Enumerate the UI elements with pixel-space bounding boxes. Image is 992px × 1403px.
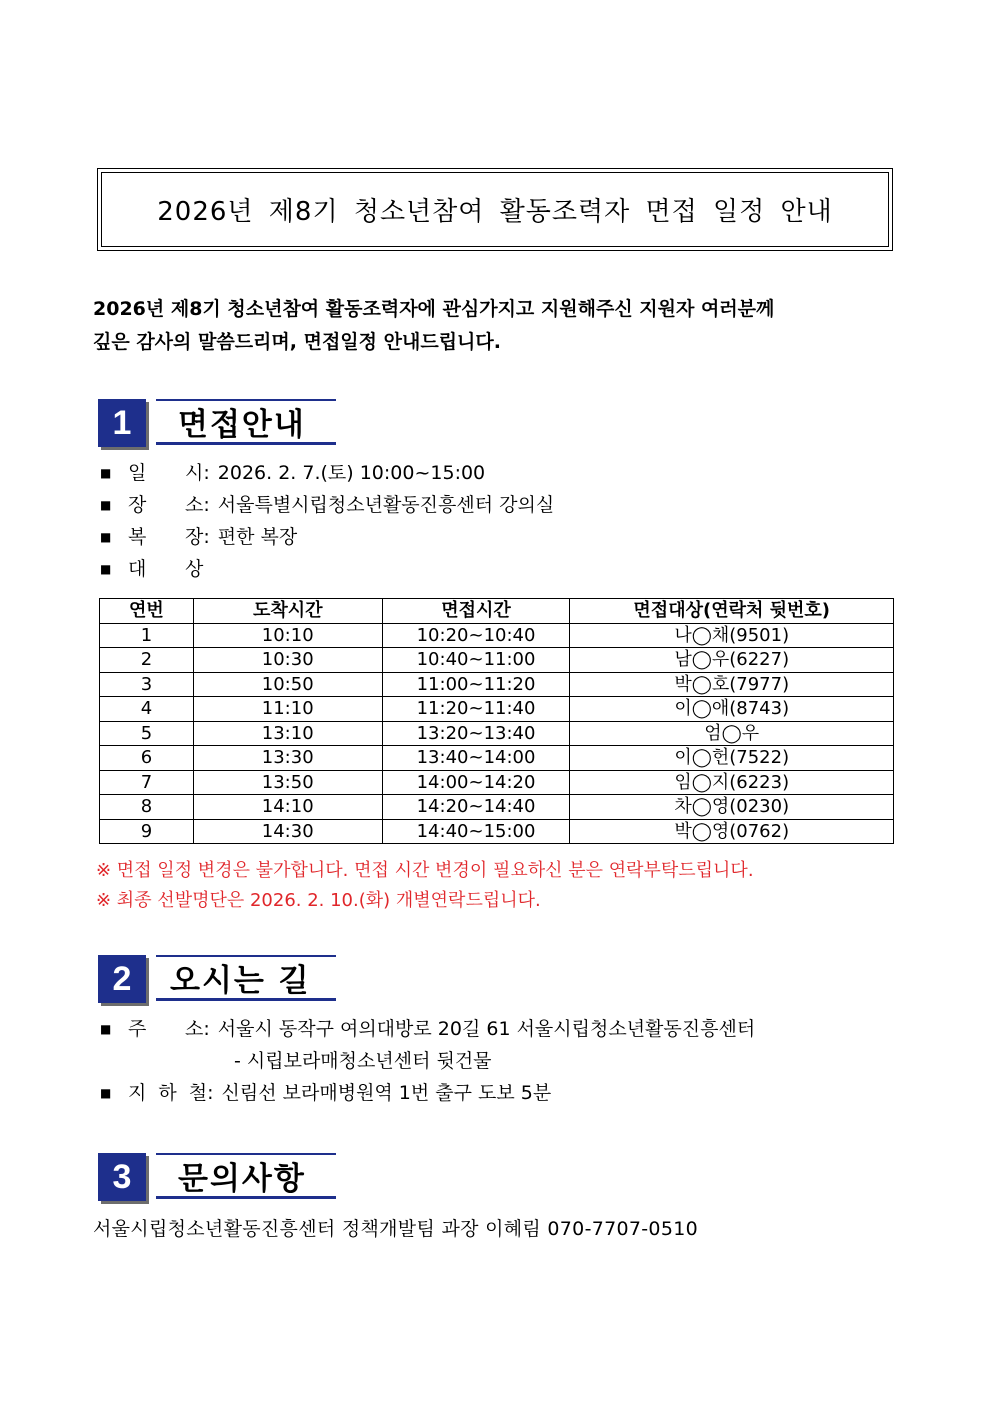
table-cell: 14:40~15:00	[382, 819, 570, 844]
address-label-b: 소	[185, 1018, 204, 1040]
table-row	[100, 770, 894, 795]
table-cell: 차◯영(0230)	[570, 795, 894, 820]
info-value: 편한 복장	[217, 526, 298, 548]
bullet-icon: ■	[100, 1022, 112, 1036]
table-cell: 이◯헌(7522)	[570, 746, 894, 771]
table-row	[100, 672, 894, 697]
intro-line-2: 깊은 감사의 말씀드리며, 면접일정 안내드립니다.	[93, 331, 501, 353]
table-cell: 9	[100, 819, 194, 844]
table-cell: 나◯채(9501)	[570, 623, 894, 648]
section-3-heading	[98, 1153, 338, 1205]
address-label-a: 주	[128, 1018, 147, 1040]
table-cell: 박◯호(7977)	[570, 672, 894, 697]
table-row	[100, 795, 894, 820]
address-sub-item	[100, 1045, 755, 1077]
column-header: 면접시간	[382, 599, 570, 624]
table-cell: 11:00~11:20	[382, 672, 570, 697]
info-item-target	[100, 553, 554, 585]
column-header: 도착시간	[193, 599, 382, 624]
bullet-icon: ■	[100, 466, 112, 480]
table-cell: 11:10	[193, 697, 382, 722]
info-label-b: 상	[185, 558, 204, 580]
info-label-b: 소	[185, 494, 204, 516]
address-sub-value: - 시립보라매청소년센터 뒷건물	[234, 1050, 492, 1072]
table-cell: 14:30	[193, 819, 382, 844]
table-cell: 13:30	[193, 746, 382, 771]
column-header: 면접대상(연락처 뒷번호)	[570, 599, 894, 624]
section-2-title: 오시는 길	[156, 955, 336, 1001]
table-cell: 13:40~14:00	[382, 746, 570, 771]
intro-text	[93, 293, 898, 359]
info-label-a: 일	[128, 462, 147, 484]
table-cell: 13:20~13:40	[382, 721, 570, 746]
section-1-title: 면접안내	[156, 399, 336, 445]
address-item: ■ 주 소 : 서울시 동작구 여의대방로 20길 61 서울시립청소년활동진흥센터	[100, 1013, 755, 1045]
info-label-a: 복	[128, 526, 147, 548]
table-cell: 7	[100, 770, 194, 795]
table-cell: 4	[100, 697, 194, 722]
table-cell: 임◯지(6223)	[570, 770, 894, 795]
subway-value: 신림선 보라매병원역 1번 출구 도보 5분	[221, 1082, 552, 1104]
table-row	[100, 746, 894, 771]
intro-line-1: 2026년 제8기 청소년참여 활동조력자에 관심가지고 지원해주신 지원자 여러분께	[93, 298, 775, 320]
table-row	[100, 623, 894, 648]
table-cell: 14:20~14:40	[382, 795, 570, 820]
table-cell: 10:50	[193, 672, 382, 697]
section-2-number: 2	[98, 955, 146, 1003]
table-cell: 2	[100, 648, 194, 673]
info-label-a: 대	[128, 558, 147, 580]
title-box	[97, 168, 893, 251]
bullet-icon: ■	[100, 1086, 112, 1100]
bullet-icon: ■	[100, 498, 112, 512]
column-header: 연번	[100, 599, 194, 624]
section-1-number: 1	[98, 399, 146, 447]
info-item-dress: ■ 복 장 : 편한 복장	[100, 521, 554, 553]
table-cell: 박◯영(0762)	[570, 819, 894, 844]
table-cell: 14:10	[193, 795, 382, 820]
table-cell: 10:30	[193, 648, 382, 673]
page-title: 2026년 제8기 청소년참여 활동조력자 면접 일정 안내	[101, 172, 889, 247]
notes	[96, 856, 754, 916]
contact-info: 서울시립청소년활동진흥센터 정책개발팀 과장 이혜림 070-7707-0510	[93, 1218, 698, 1240]
subway-item	[100, 1077, 755, 1109]
address-value: 서울시 동작구 여의대방로 20길 61 서울시립청소년활동진흥센터	[217, 1018, 756, 1040]
table-cell: 10:40~11:00	[382, 648, 570, 673]
table-row	[100, 648, 894, 673]
interview-info-list	[100, 457, 554, 585]
table-cell: 8	[100, 795, 194, 820]
table-row	[100, 721, 894, 746]
table-cell: 1	[100, 623, 194, 648]
info-label-b: 시	[185, 462, 204, 484]
table-cell: 6	[100, 746, 194, 771]
section-3-number: 3	[98, 1153, 146, 1201]
info-item-date: ■ 일 시 : 2026. 2. 7.(토) 10:00~15:00	[100, 457, 554, 489]
table-header-row	[100, 599, 894, 624]
table-row	[100, 697, 894, 722]
info-label-b: 장	[185, 526, 204, 548]
table-cell: 남◯우(6227)	[570, 648, 894, 673]
table-cell: 10:10	[193, 623, 382, 648]
table-cell: 11:20~11:40	[382, 697, 570, 722]
bullet-icon: ■	[100, 562, 112, 576]
table-cell: 이◯애(8743)	[570, 697, 894, 722]
info-value: 2026. 2. 7.(토) 10:00~15:00	[217, 462, 486, 484]
table-cell: 3	[100, 672, 194, 697]
section-1-heading	[98, 399, 338, 451]
table-cell: 엄◯우	[570, 721, 894, 746]
table-cell: 14:00~14:20	[382, 770, 570, 795]
table-cell: 10:20~10:40	[382, 623, 570, 648]
table-cell: 13:50	[193, 770, 382, 795]
table-cell: 5	[100, 721, 194, 746]
info-item-place: ■ 장 소 : 서울특별시립청소년활동진흥센터 강의실	[100, 489, 554, 521]
note-schedule-change: ※ 면접 일정 변경은 불가합니다. 면접 시간 변경이 필요하신 분은 연락부탁드립니다.	[96, 860, 754, 881]
section-3-title: 문의사항	[156, 1153, 336, 1199]
note-final-list: ※ 최종 선발명단은 2026. 2. 10.(화) 개별연락드립니다.	[96, 890, 541, 911]
section-2-heading	[98, 955, 338, 1007]
schedule-table	[99, 598, 894, 844]
directions-list	[100, 1013, 755, 1109]
subway-label: 지 하 철:	[128, 1082, 214, 1104]
table-row	[100, 819, 894, 844]
table-cell: 13:10	[193, 721, 382, 746]
bullet-icon: ■	[100, 530, 112, 544]
info-label-a: 장	[128, 494, 147, 516]
info-value: 서울특별시립청소년활동진흥센터 강의실	[217, 494, 555, 516]
